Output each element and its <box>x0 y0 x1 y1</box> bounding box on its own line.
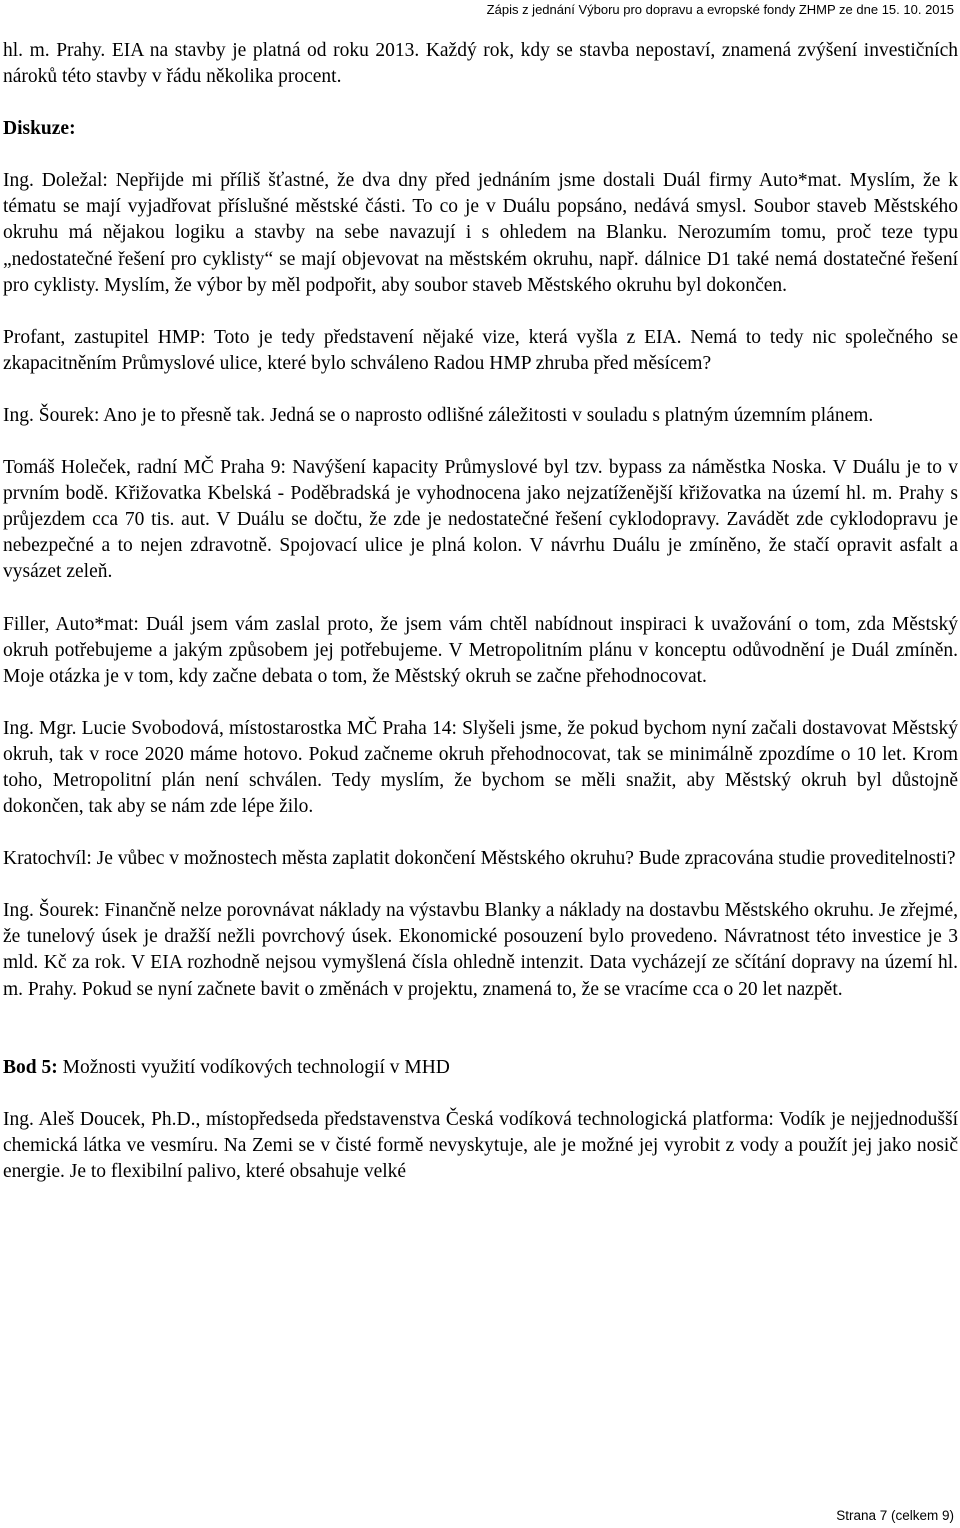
section-heading-bod5 <box>3 1055 958 1081</box>
paragraph-sourek-1: Ing. Šourek: Ano je to přesně tak. Jedná se o naprosto odlišné záležitosti v souladu s platným územním plánem. <box>3 404 874 426</box>
section-title: Možnosti využití vodíkových technologií v MHD <box>57 1056 450 1078</box>
paragraph-holecek: Tomáš Holeček, radní MČ Praha 9: Navýšení kapacity Průmyslové byl tzv. bypass za náměstka Noska. V Duálu je to v prvním bodě. Křižovatka Kbelská - Poděbradská je vyhodnocena jako nejzatíženější křižovatka na území hl. m. Prahy s průjezdem cca 70 tis. aut. V Duálu se dočtu, že zde je nedostatečné řešení cyklodopravy. Zavádět zde cyklodopravu je nebezpečné a to nejen zdravotně. Spojovací ulice je plná kolon. V návrhu Duálu je zmíněno, že stačí opravit asfalt a vysázet zeleň. <box>3 457 958 583</box>
document-body <box>3 38 958 1185</box>
paragraph-dolezal: Ing. Doležal: Nepřijde mi příliš šťastné, že dva dny před jednáním jsme dostali Duál firmy Auto*mat. Myslím, že k tématu se mají vyjadřovat příslušné městské části. To co je v Duálu popsáno, nedává smysl. Soubor staveb Městského okruhu má nějakou logiku a stavby na sebe navazují i s ohledem na Blanku. Nerozumím tomu, proč teze typu „nedostatečné řešení pro cyklisty“ se mají objevovat na městském okruhu, např. dálnice D1 také nemá dostatečné řešení pro cyklisty. Myslím, že výbor by měl podpořit, aby soubor staveb Městského okruhu byl dokončen. <box>3 170 958 296</box>
paragraph-doucek: Ing. Aleš Doucek, Ph.D., místopředseda představenstva Česká vodíková technologická platforma: Vodík je nejjednodušší chemická látka ve vesmíru. Na Zemi se v čisté formě nevyskytuje, ale je možné jej vyrobit z vody a použít jej jako nosič energie. Je to flexibilní palivo, které obsahuje velké <box>3 1108 958 1182</box>
paragraph-filler: Filler, Auto*mat: Duál jsem vám zaslal proto, že jsem vám chtěl nabídnout inspiraci k uvažování o tom, zda Městský okruh potřebujeme a jakým způsobem jej potřebujeme. V Metropolitním plánu v konceptu odůvodnění je Duál zmíněn. Moje otázka je v tom, kdy začne debata o tom, že Městský okruh se začne přehodnocovat. <box>3 613 958 687</box>
paragraph-kratochvil: Kratochvíl: Je vůbec v možnostech města zaplatit dokončení Městského okruhu? Bude zpracována studie proveditelnosti? <box>3 848 956 870</box>
paragraph-profant: Profant, zastupitel HMP: Toto je tedy představení nějaké vize, která vyšla z EIA. Nemá to tedy nic společného se zkapacitněním Průmyslové ulice, které bylo schváleno Radou HMP zhruba před měsícem? <box>3 326 958 374</box>
page-number: Strana 7 (celkem 9) <box>836 1508 954 1523</box>
paragraph-continuation: hl. m. Prahy. EIA na stavby je platná od roku 2013. Každý rok, kdy se stavba nepostaví, znamená zvýšení investičních nároků této stavby v řádu několika procent. <box>3 40 958 88</box>
section-label: Bod 5: <box>3 1056 58 1078</box>
paragraph-svobodova: Ing. Mgr. Lucie Svobodová, místostarostka MČ Praha 14: Slyšeli jsme, že pokud bychom nyní začali dostavovat Městský okruh, tak v roce 2020 máme hotovo. Pokud začneme okruh přehodnocovat, tak se minimálně zpozdíme o 10 let. Krom toho, Metropolitní plán není schválen. Tedy myslím, že bychom se měli snažit, aby Městský okruh byl důstojně dokončen, tak aby se nám zde lépe žilo. <box>3 717 958 818</box>
page-header: Zápis z jednání Výboru pro dopravu a evropské fondy ZHMP ze dne 15. 10. 2015 <box>486 2 954 17</box>
paragraph-sourek-2: Ing. Šourek: Finančně nelze porovnávat náklady na výstavbu Blanky a náklady na dostavbu Městského okruhu. Je zřejmé, že tunelový úsek je dražší nežli povrchový úsek. Ekonomické posouzení bylo provedeno. Návratnost této investice je 3 mld. Kč za rok. V EIA rozhodně nejsou vymyšlená čísla ohledně intenzit. Data vycházejí ze sčítání dopravy na území hl. m. Prahy. Pokud se nyní začnete bavit o změnách v projektu, znamená to, že se vracíme cca o 20 let nazpět. <box>3 900 958 1000</box>
discussion-heading: Diskuze: <box>3 118 76 140</box>
